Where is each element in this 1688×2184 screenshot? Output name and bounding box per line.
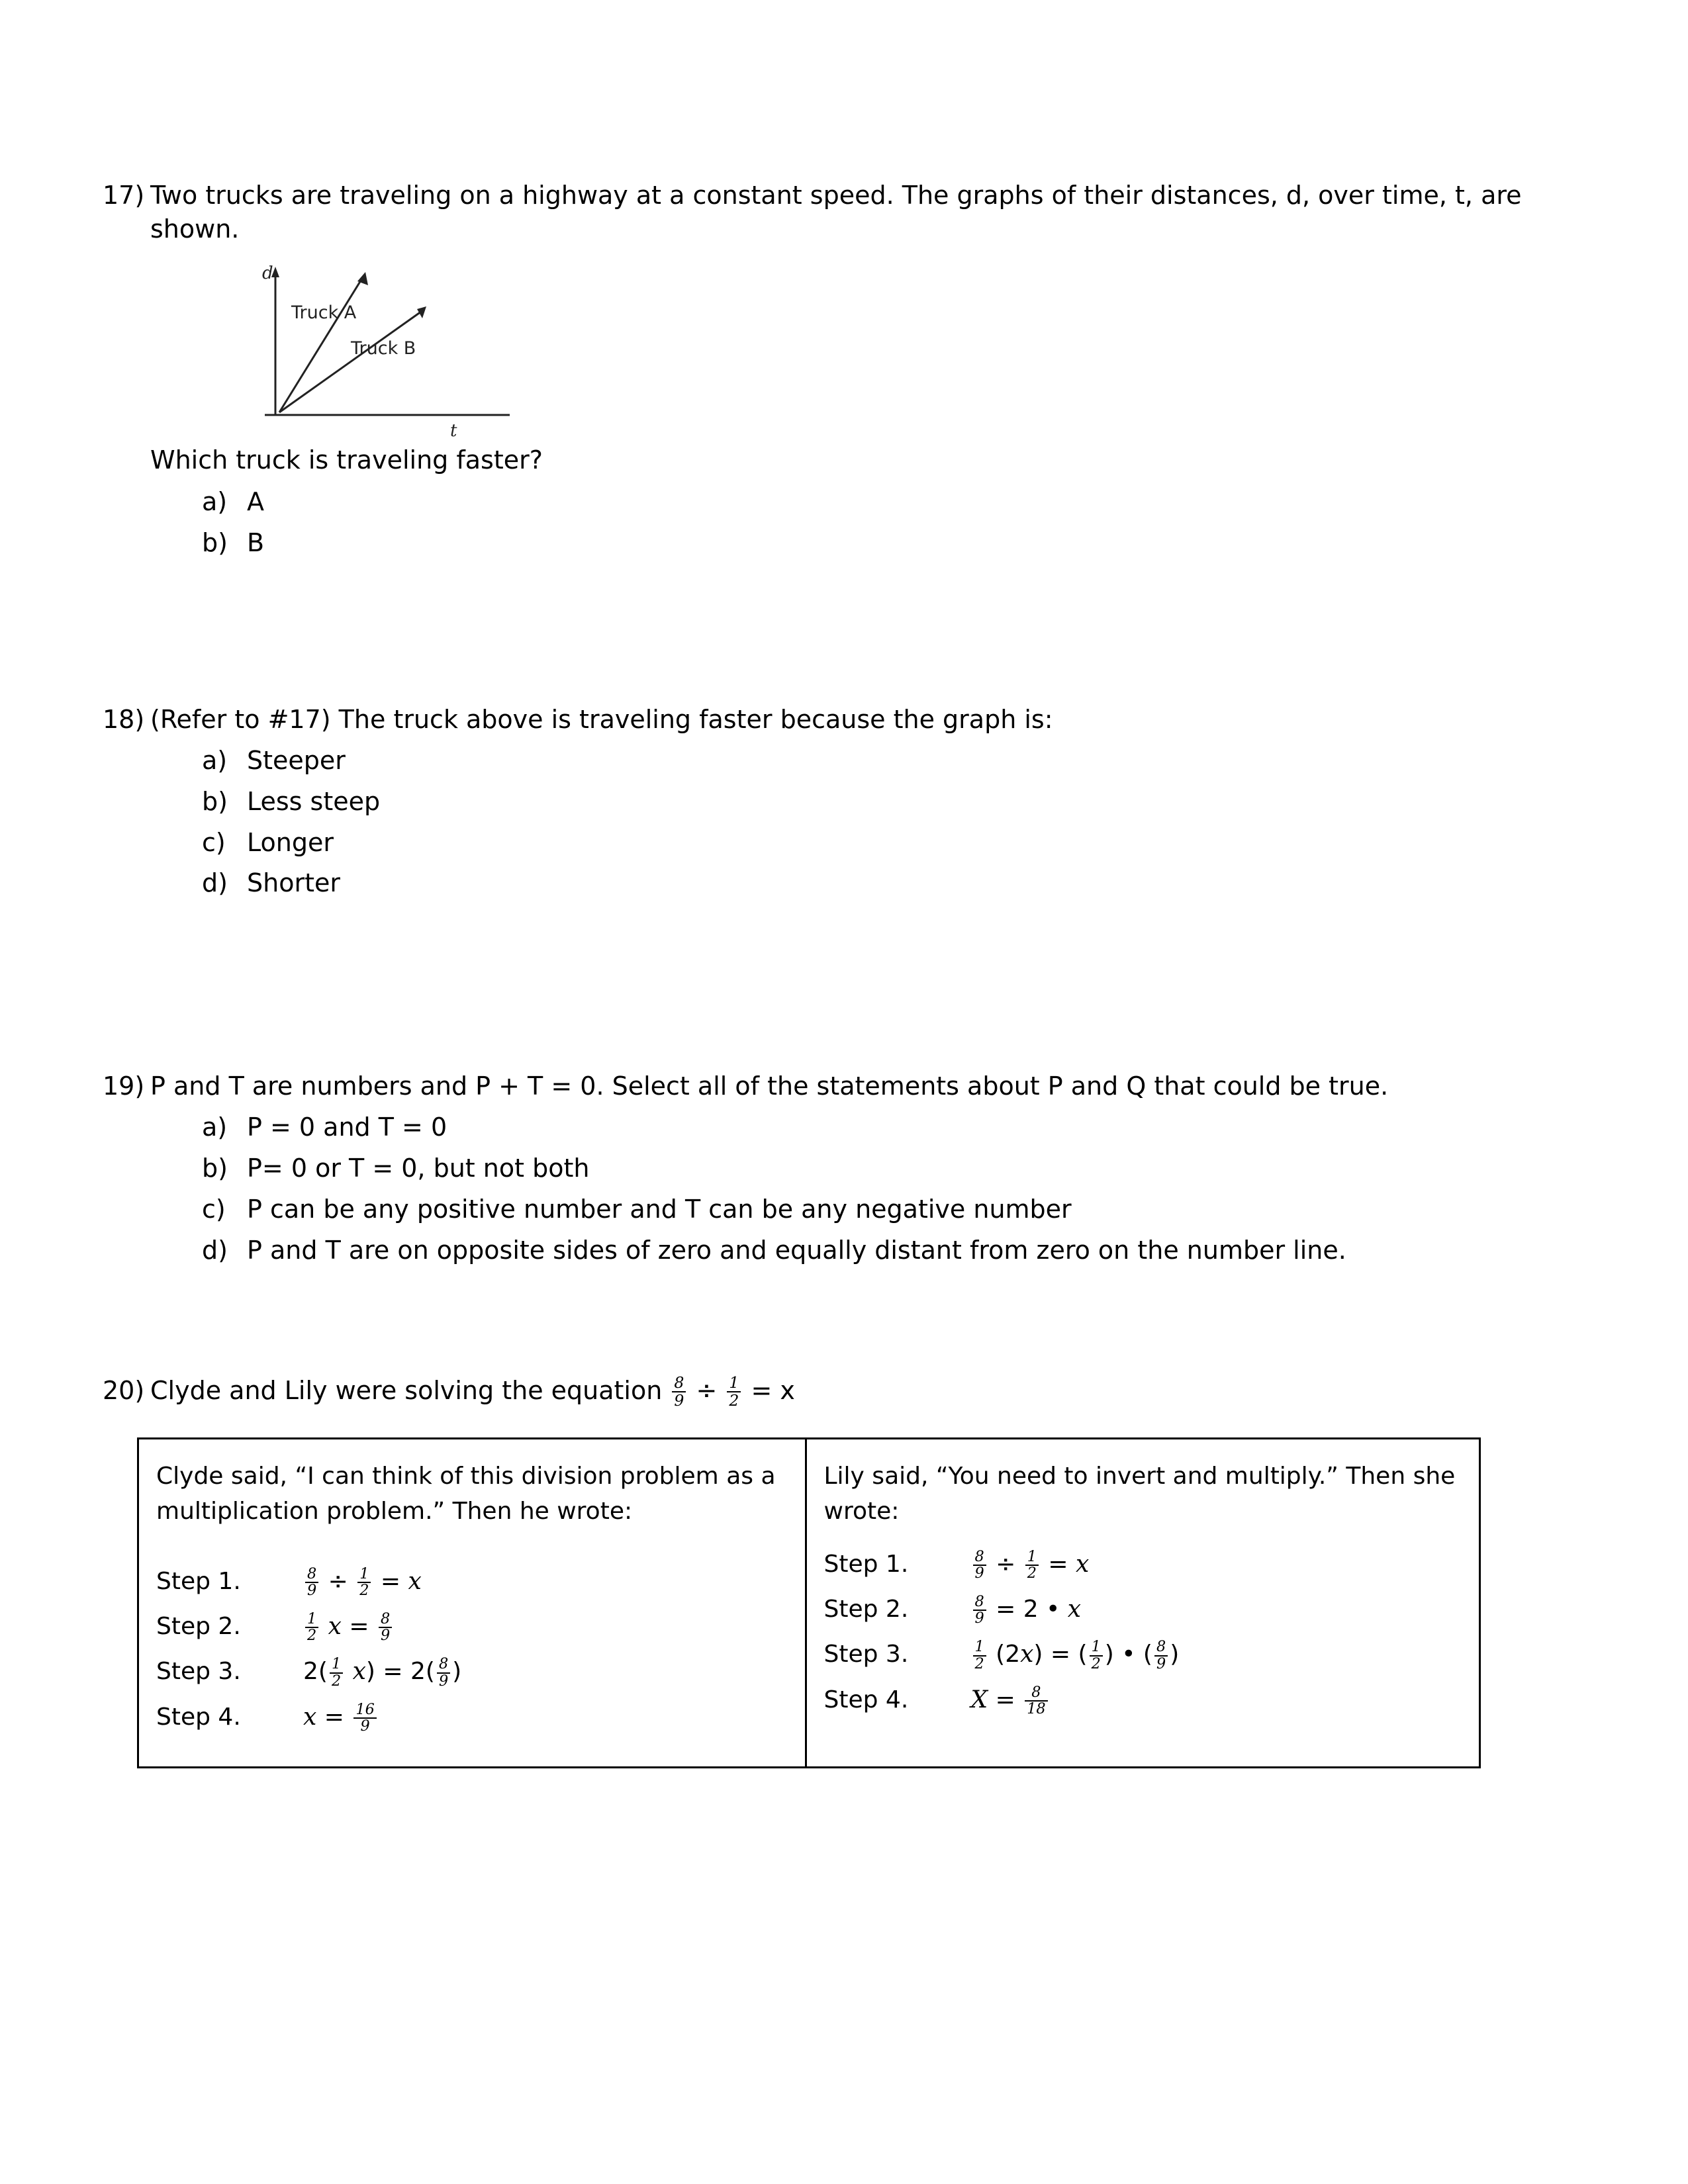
choice-text: P = 0 and T = 0	[247, 1112, 447, 1142]
clyde-steps	[156, 1559, 788, 1741]
question-20	[103, 1374, 1569, 1769]
choice-label: d)	[202, 1235, 228, 1265]
step-math: 2( $\frac{1}{2}$ x) = 2( $\frac{8}{9}$ )	[303, 1655, 462, 1690]
choice-option[interactable]	[202, 823, 1569, 864]
step-math: $\frac{8}{9}$ ÷ $\frac{1}{2}$ = x	[289, 1559, 788, 1604]
choice-text: A	[247, 487, 264, 517]
question-19	[103, 1069, 1569, 1271]
choice-label: b)	[202, 786, 228, 816]
choice-option[interactable]	[202, 782, 1569, 823]
graph-line-label-truck-a: Truck A	[291, 302, 357, 324]
step-math: $\frac{1}{2}$ x = $\frac{8}{9}$	[289, 1604, 788, 1649]
choice-option[interactable]	[202, 1230, 1569, 1271]
question-20-number: 20)	[103, 1375, 145, 1405]
choice-label: b)	[202, 1153, 228, 1183]
question-20-header	[103, 1374, 1569, 1409]
choice-option[interactable]	[202, 1189, 1569, 1230]
step-name: Step 1.	[156, 1567, 241, 1595]
choice-label: d)	[202, 868, 228, 898]
clyde-step-row	[156, 1604, 788, 1649]
question-19-text: P and T are numbers and P + T = 0. Select all of the statements about P and Q that could be true.	[150, 1071, 1389, 1101]
step-name: Step 2.	[823, 1596, 909, 1623]
choice-label: c)	[202, 827, 226, 857]
step-math: X = $\frac{8}{18}$	[957, 1678, 1462, 1723]
clyde-column	[139, 1439, 807, 1766]
spacer	[103, 904, 1569, 1069]
fraction-one-half: $\frac{1}{2}$	[727, 1375, 741, 1408]
lily-steps	[824, 1542, 1462, 1723]
question-20-prompt-text: Clyde and Lily were solving the equation	[150, 1375, 671, 1405]
choice-text: P can be any positive number and T can be any negative number	[247, 1194, 1072, 1224]
lily-step-row	[824, 1632, 1462, 1677]
choice-label: a)	[202, 1112, 228, 1142]
question-18	[103, 703, 1569, 904]
lily-intro-text: Lily said, “You need to invert and multiply.” Then she wrote:	[823, 1463, 1456, 1525]
question-18-header	[103, 703, 1569, 737]
choice-option[interactable]	[202, 1148, 1569, 1189]
step-math: $\frac{8}{9}$ ÷ $\frac{1}{2}$ = x	[957, 1542, 1462, 1587]
choice-option[interactable]	[202, 482, 1569, 523]
step-name: Step 4.	[823, 1686, 909, 1713]
graph-svg	[252, 261, 536, 440]
question-18-text: (Refer to #17) The truck above is traveling faster because the graph is:	[150, 705, 1053, 735]
spacer	[103, 1271, 1569, 1374]
step-math: x = $\frac{16}{9}$	[289, 1695, 788, 1740]
question-17-subprompt: Which truck is traveling faster?	[150, 445, 543, 475]
choice-option[interactable]	[202, 1107, 1569, 1148]
step-math: $\frac{8}{9}$ = 2 • x	[957, 1587, 1462, 1632]
choice-text: Steeper	[247, 745, 346, 775]
choice-label: a)	[202, 745, 228, 775]
lily-step-row	[824, 1542, 1462, 1587]
question-17-header	[103, 179, 1569, 246]
choice-label: c)	[202, 1194, 226, 1224]
step-name: Step 1.	[823, 1550, 909, 1578]
clyde-step-row	[156, 1559, 788, 1604]
fraction-eight-ninths: $\frac{8}{9}$	[672, 1375, 686, 1408]
graph-line-label-truck-b: Truck B	[351, 338, 416, 359]
choice-text: B	[247, 528, 265, 558]
lily-step-row	[824, 1678, 1462, 1723]
choice-text: P= 0 or T = 0, but not both	[247, 1153, 590, 1183]
question-19-choices	[103, 1107, 1569, 1271]
choice-text: Shorter	[247, 868, 340, 898]
question-17-number: 17)	[103, 181, 145, 210]
lily-column	[807, 1439, 1479, 1766]
question-17	[103, 179, 1569, 564]
choice-option[interactable]	[202, 863, 1569, 904]
spacer	[103, 564, 1569, 703]
choice-label: b)	[202, 528, 228, 558]
clyde-intro-text: Clyde said, “I can think of this division problem as a multiplication problem.” Then he wrote:	[156, 1463, 776, 1525]
question-17-text: Two trucks are traveling on a highway at a constant speed. The graphs of their distances, d, over time, t, are shown.	[150, 181, 1522, 244]
question-17-choices	[103, 482, 1569, 564]
question-18-choices	[103, 741, 1569, 905]
question-18-number: 18)	[103, 705, 145, 735]
choice-text: P and T are on opposite sides of zero and equally distant from zero on the number line.	[247, 1235, 1346, 1265]
step-name: Step 2.	[156, 1613, 241, 1641]
step-name: Step 3.	[823, 1641, 909, 1668]
choice-option[interactable]	[202, 741, 1569, 782]
choice-label: a)	[202, 487, 228, 517]
question-20-text: Clyde and Lily were solving the equation $\frac{8}{9}$ ÷ $\frac{1}{2}$ = x	[150, 1373, 795, 1410]
step-name: Step 3.	[156, 1658, 241, 1686]
step-math: $\frac{1}{2}$ (2x) = ( $\frac{1}{2}$ ) • ( $\frac{8}{9}$ )	[957, 1632, 1462, 1677]
graph-y-axis-label: d	[262, 263, 273, 284]
choice-option[interactable]	[202, 523, 1569, 564]
lily-step-row	[824, 1587, 1462, 1632]
choice-text: Longer	[247, 827, 334, 857]
clyde-step-row	[156, 1649, 788, 1694]
clyde-step-row	[156, 1695, 788, 1740]
choice-text: Less steep	[247, 786, 381, 816]
question-19-header	[103, 1069, 1569, 1103]
truck-distance-time-graph	[252, 261, 536, 440]
student-work-table	[137, 1437, 1481, 1768]
step-name: Step 4.	[156, 1703, 241, 1731]
question-19-number: 19)	[103, 1071, 145, 1101]
graph-x-axis-label: t	[450, 421, 457, 441]
